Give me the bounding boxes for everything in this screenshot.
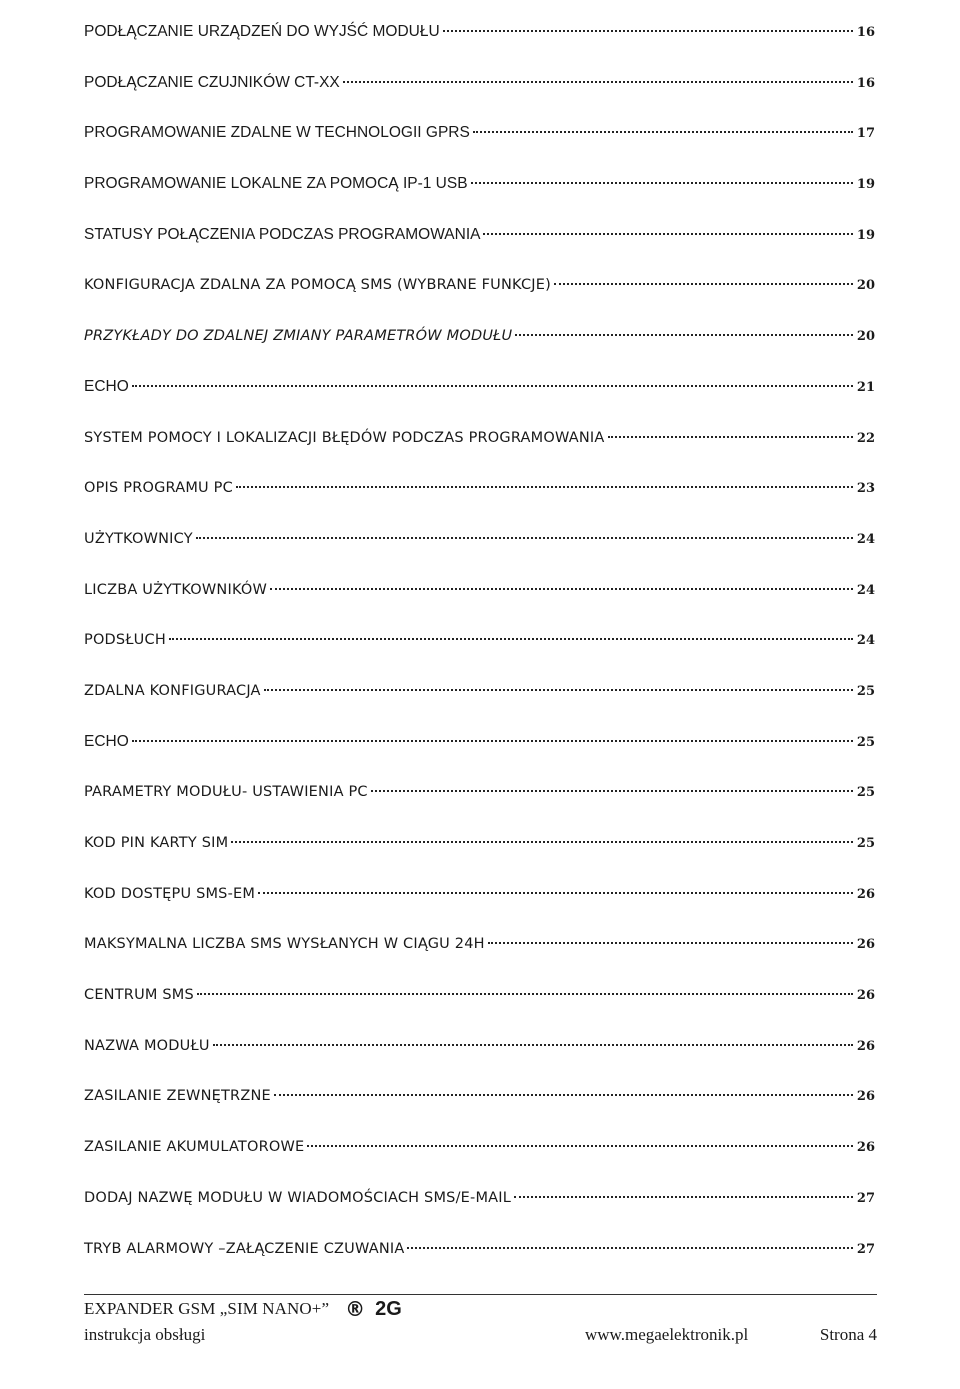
toc-entry[interactable] xyxy=(84,223,875,274)
toc-entry[interactable] xyxy=(84,578,875,629)
toc-entry[interactable] xyxy=(84,527,875,578)
toc-dot-leader xyxy=(343,81,853,83)
toc-entry[interactable] xyxy=(84,1034,875,1085)
toc-dot-leader xyxy=(274,1094,853,1096)
toc-entry-title: PARAMETRY MODUŁU- USTAWIENIA PC xyxy=(84,784,368,801)
footer-product-line xyxy=(84,1297,877,1321)
toc-entry-page: 22 xyxy=(856,430,875,446)
toc-entry[interactable] xyxy=(84,983,875,1034)
toc-entry-title: KOD DOSTĘPU SMS-EM xyxy=(84,885,256,902)
toc-dot-leader xyxy=(213,1044,853,1046)
toc-entry-title: PROGRAMOWANIE LOKALNE ZA POMOCĄ IP-1 USB xyxy=(84,175,468,193)
toc-dot-leader xyxy=(514,1196,853,1198)
toc-entry-page: 25 xyxy=(856,836,875,851)
toc-dot-leader xyxy=(258,892,853,894)
toc-entry[interactable] xyxy=(84,1084,875,1135)
toc-dot-leader xyxy=(270,588,853,590)
toc-entry-title: ECHO xyxy=(84,732,129,750)
toc-dot-leader xyxy=(471,182,853,184)
toc-dot-leader xyxy=(407,1247,853,1249)
toc-entry-title: PRZYKŁADY DO ZDALNEJ ZMIANY PARAMETRÓW MODUŁU xyxy=(84,328,513,345)
toc-entry-page: 24 xyxy=(856,582,875,598)
toc-entry-page: 27 xyxy=(856,1241,875,1257)
generation-label: 2G xyxy=(375,1298,402,1320)
toc-entry[interactable] xyxy=(84,273,875,324)
toc-entry-title: TRYB ALARMOWY –ZAŁĄCZENIE CZUWANIA xyxy=(84,1240,405,1257)
page-number: Strona 4 xyxy=(819,1325,877,1344)
toc-entry[interactable] xyxy=(84,679,875,730)
toc-dot-leader xyxy=(473,131,853,133)
toc-entry-title: LICZBA UŻYTKOWNIKÓW xyxy=(84,581,268,598)
toc-entry-page: 26 xyxy=(856,1140,875,1156)
toc-entry-page: 26 xyxy=(856,1089,875,1105)
toc-dot-leader xyxy=(554,283,853,285)
toc-entry[interactable] xyxy=(84,172,875,223)
footer-info-line xyxy=(84,1323,877,1347)
toc-dot-leader xyxy=(132,385,853,387)
toc-dot-leader xyxy=(608,436,854,438)
toc-entry[interactable] xyxy=(84,1186,875,1237)
toc-entry[interactable] xyxy=(84,730,875,781)
toc-entry-title: PROGRAMOWANIE ZDALNE W TECHNOLOGII GPRS xyxy=(84,124,470,142)
toc-entry[interactable] xyxy=(84,71,875,122)
toc-entry[interactable] xyxy=(84,20,875,71)
toc-entry-title: PODŁĄCZANIE URZĄDZEŃ DO WYJŚĆ MODUŁU xyxy=(84,23,440,40)
manual-label: instrukcja obsługi xyxy=(84,1325,206,1344)
toc-entry-page: 21 xyxy=(856,379,875,395)
toc-entry[interactable] xyxy=(84,831,875,882)
toc-entry-title: ZASILANIE AKUMULATOROWE xyxy=(84,1139,305,1156)
toc-entry-page: 19 xyxy=(856,227,875,243)
toc-dot-leader xyxy=(515,334,853,336)
toc-entry[interactable] xyxy=(84,882,875,933)
toc-entry-page: 16 xyxy=(856,25,875,40)
toc-entry-page: 23 xyxy=(856,481,875,497)
toc-entry[interactable] xyxy=(84,780,875,831)
toc-entry-page: 27 xyxy=(856,1190,875,1206)
toc-entry-page: 25 xyxy=(856,683,875,699)
toc-dot-leader xyxy=(231,841,853,843)
toc-entry-page: 25 xyxy=(856,785,875,801)
toc-entry[interactable] xyxy=(84,628,875,679)
toc-dot-leader xyxy=(132,740,853,742)
toc-entry-page: 19 xyxy=(856,177,875,193)
toc-entry-page: 26 xyxy=(856,937,875,953)
toc-dot-leader xyxy=(196,537,853,539)
toc-entry-page: 26 xyxy=(856,886,875,902)
toc-entry-title: CENTRUM SMS xyxy=(84,987,194,1004)
toc-entry-title: ZDALNA KONFIGURACJA xyxy=(84,682,261,699)
toc-entry[interactable] xyxy=(84,121,875,172)
toc-entry-page: 24 xyxy=(856,531,875,547)
toc-entry-title: KONFIGURACJA ZDALNA ZA POMOCĄ SMS (WYBRANE FUNKCJE) xyxy=(84,277,551,294)
page-footer xyxy=(84,1294,877,1347)
toc-entry-page: 26 xyxy=(856,988,875,1004)
toc-entry-title: NAZWA MODUŁU xyxy=(84,1037,210,1054)
toc-entry-page: 26 xyxy=(856,1038,875,1054)
toc-entry-title: STATUSY POŁĄCZENIA PODCZAS PROGRAMOWANIA xyxy=(84,225,481,243)
toc-entry-title: DODAJ NAZWĘ MODUŁU W WIADOMOŚCIACH SMS/E-MAIL xyxy=(84,1189,512,1206)
toc-dot-leader xyxy=(307,1145,853,1147)
toc-entry-title: PODŁĄCZANIE CZUJNIKÓW CT-XX xyxy=(84,73,340,91)
toc-dot-leader xyxy=(264,689,853,691)
toc-entry-title: KOD PIN KARTY SIM xyxy=(84,835,229,851)
toc-entry[interactable] xyxy=(84,375,875,426)
toc-entry-title: ECHO xyxy=(84,377,129,395)
toc-entry[interactable] xyxy=(84,932,875,983)
toc-entry-page: 20 xyxy=(856,329,875,345)
toc-entry[interactable] xyxy=(84,324,875,375)
table-of-contents xyxy=(84,20,875,1287)
toc-dot-leader xyxy=(197,993,853,995)
toc-entry-page: 25 xyxy=(856,734,875,750)
toc-entry-title: PODSŁUCH xyxy=(84,632,166,649)
toc-entry-page: 17 xyxy=(856,126,875,142)
toc-entry-title: SYSTEM POMOCY I LOKALIZACJI BŁĘDÓW PODCZAS PROGRAMOWANIA xyxy=(84,429,605,446)
toc-dot-leader xyxy=(371,790,853,792)
toc-entry-page: 20 xyxy=(856,278,875,294)
toc-entry[interactable] xyxy=(84,426,875,477)
toc-dot-leader xyxy=(236,486,853,488)
product-name: EXPANDER GSM „SIM NANO+” xyxy=(84,1299,330,1318)
toc-dot-leader xyxy=(443,30,853,32)
toc-entry-title: MAKSYMALNA LICZBA SMS WYSŁANYCH W CIĄGU 24H xyxy=(84,936,485,953)
toc-dot-leader xyxy=(483,233,853,235)
toc-dot-leader xyxy=(488,942,853,944)
toc-entry-page: 24 xyxy=(856,633,875,649)
registered-trademark-icon: ® xyxy=(345,1297,366,1321)
toc-entry[interactable] xyxy=(84,476,875,527)
toc-dot-leader xyxy=(169,638,853,640)
toc-entry[interactable] xyxy=(84,1135,875,1186)
toc-entry-title: ZASILANIE ZEWNĘTRZNE xyxy=(84,1088,271,1105)
website-link[interactable]: www.megaelektronik.pl xyxy=(585,1325,749,1344)
toc-entry-title: OPIS PROGRAMU PC xyxy=(84,480,233,497)
footer-rule xyxy=(84,1294,877,1295)
toc-entry-page: 16 xyxy=(856,75,875,91)
toc-entry[interactable] xyxy=(84,1237,875,1288)
toc-entry-title: UŻYTKOWNICY xyxy=(84,530,193,547)
